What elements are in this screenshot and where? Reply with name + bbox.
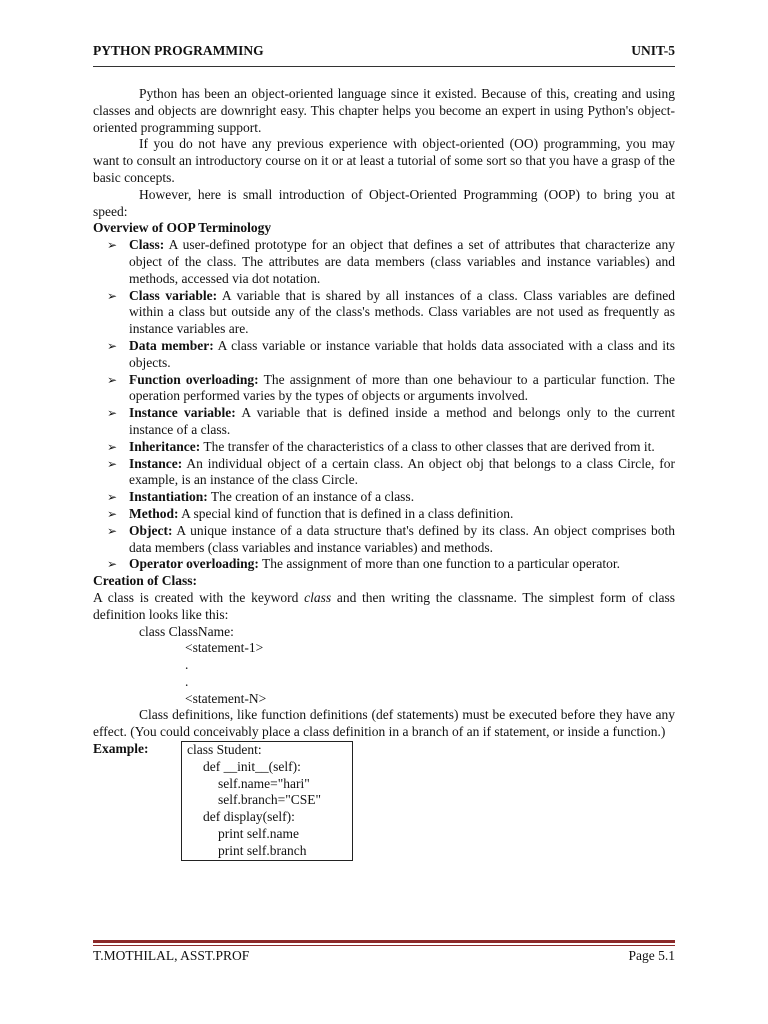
arrow-bullet-icon: ➢: [107, 288, 118, 303]
creation-text-before: A class is created with the keyword: [93, 589, 305, 605]
example-code-box: [181, 741, 353, 861]
term-name: Class variable:: [129, 287, 218, 303]
term-item: [93, 489, 675, 506]
footer-author: T.MOTHILAL, ASST.PROF: [93, 948, 250, 963]
arrow-bullet-icon: ➢: [107, 523, 118, 538]
intro-paragraph-3: However, here is small introduction of Object-Oriented Programming (OOP) to bring you at speed:: [93, 186, 675, 219]
intro-paragraph-2: If you do not have any previous experience with object-oriented (OO) programming, you may want to consult an introductory course on it or at least a tutorial of some sort so that you have a grasp of the basic concepts.: [93, 136, 675, 185]
creation-text-after: and then writing the classname. The simplest form of class definition looks like this:: [93, 589, 675, 622]
term-item: [93, 372, 675, 406]
term-item: [93, 506, 675, 523]
term-name: Instantiation:: [129, 489, 208, 505]
code-line: class Student:: [187, 742, 262, 758]
code-line: def display(self):: [203, 809, 295, 825]
term-definition: A class variable or instance variable that holds data associated with a class and its objects.: [129, 337, 675, 370]
syntax-line: .: [185, 673, 189, 689]
footer-rule-thin: [93, 945, 675, 946]
syntax-line: <statement-N>: [185, 690, 267, 706]
arrow-bullet-icon: ➢: [107, 406, 118, 421]
class-definition-note: Class definitions, like function definitions (def statements) must be executed before they have any effect. (You could conceivably place a class definition in a branch of an if statement, or inside a function.): [93, 707, 675, 740]
code-line: self.name="hari": [218, 775, 310, 791]
footer-rule-thick: [93, 940, 675, 943]
code-line: print self.name: [218, 826, 299, 842]
example-label: Example:: [93, 741, 149, 757]
header-unit: UNIT-5: [631, 43, 675, 58]
term-name: Function overloading:: [129, 371, 259, 387]
creation-heading: Creation of Class:: [93, 573, 197, 589]
header-title: PYTHON PROGRAMMING: [93, 43, 264, 58]
term-item: [93, 456, 675, 490]
syntax-line: .: [185, 657, 189, 673]
term-item: [93, 523, 675, 557]
arrow-bullet-icon: ➢: [107, 439, 118, 454]
term-definition: A special kind of function that is defined in a class definition.: [181, 505, 514, 521]
arrow-bullet-icon: ➢: [107, 506, 118, 521]
term-definition: The transfer of the characteristics of a class to other classes that are derived from it.: [203, 438, 655, 454]
term-name: Method:: [129, 505, 179, 521]
example-row: [93, 741, 675, 865]
term-name: Inheritance:: [129, 438, 201, 454]
code-line: def __init__(self):: [203, 758, 301, 774]
page-header: [93, 43, 675, 63]
arrow-bullet-icon: ➢: [107, 338, 118, 353]
term-definition: A user-defined prototype for an object that defines a set of attributes that characterize any object of the class. The attributes are data members (class variables and instance variables) and methods, accessed via dot notation.: [129, 237, 675, 286]
term-item: [93, 338, 675, 372]
arrow-bullet-icon: ➢: [107, 490, 118, 505]
term-definition: An individual object of a certain class. An object obj that belongs to a class Circle, for example, is an instance of the class Circle.: [129, 455, 675, 488]
syntax-line: class ClassName:: [139, 623, 234, 639]
term-item: [93, 405, 675, 439]
arrow-bullet-icon: ➢: [107, 238, 118, 253]
oop-heading: Overview of OOP Terminology: [93, 220, 272, 236]
term-name: Object:: [129, 522, 173, 538]
term-definition: The assignment of more than one function to a particular operator.: [262, 556, 621, 572]
creation-paragraph: [93, 590, 675, 624]
term-name: Operator overloading:: [129, 556, 259, 572]
code-line: self.branch="CSE": [218, 792, 321, 808]
intro-paragraph-1: Python has been an object-oriented language since it existed. Because of this, creating and using classes and objects are downright easy. This chapter helps you become an expert in using Python's object-oriented programming support.: [93, 86, 675, 135]
syntax-block: [93, 624, 675, 708]
term-name: Instance:: [129, 455, 183, 471]
terms-list: [93, 237, 675, 573]
page-content: [93, 86, 675, 865]
term-item: [93, 288, 675, 338]
code-line: print self.branch: [218, 842, 307, 858]
term-item: [93, 439, 675, 456]
term-definition: The creation of an instance of a class.: [210, 489, 415, 505]
arrow-bullet-icon: ➢: [107, 456, 118, 471]
arrow-bullet-icon: ➢: [107, 557, 118, 572]
term-name: Data member:: [129, 337, 214, 353]
term-item: [93, 556, 675, 573]
footer-page-number: Page 5.1: [628, 948, 675, 963]
term-name: Instance variable:: [129, 405, 236, 421]
term-definition: A unique instance of a data structure that's defined by its class. An object comprises both data members (class variables and instance variables) and methods.: [129, 522, 675, 555]
class-keyword: class: [304, 589, 332, 605]
term-name: Class:: [129, 237, 165, 253]
term-definition: A variable that is defined inside a method and belongs only to the current instance of a class.: [129, 405, 675, 437]
term-item: [93, 237, 675, 287]
term-definition: The assignment of more than one behaviour to a particular function. The operation performed varies by the types of objects or arguments involved.: [129, 371, 675, 404]
arrow-bullet-icon: ➢: [107, 372, 118, 387]
term-definition: A variable that is shared by all instances of a class. Class variables are defined within a class but outside any of the class's methods. Class variables are not used as frequently as instance variables are.: [129, 287, 675, 337]
header-rule: [93, 66, 675, 67]
syntax-line: <statement-1>: [185, 640, 264, 656]
